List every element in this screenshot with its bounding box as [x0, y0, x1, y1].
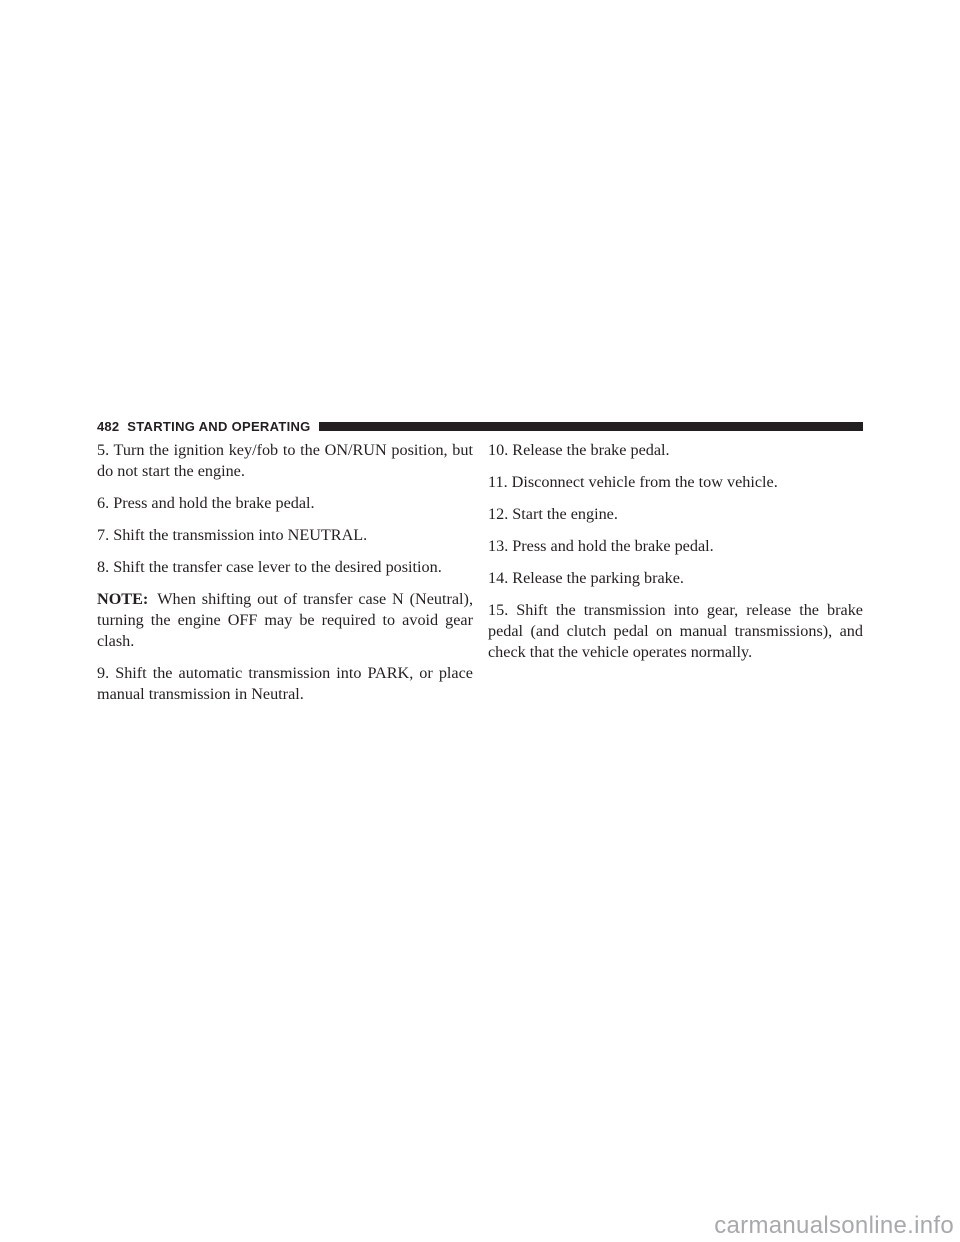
note-text: When shifting out of transfer case N (Neutral), turning the engine OFF may be required to avoid gear clash. — [97, 590, 473, 650]
step-11: 11. Disconnect vehicle from the tow vehicle. — [488, 473, 778, 491]
note-label: NOTE: — [97, 590, 149, 608]
watermark-link[interactable]: carmanualsonline.info — [714, 1212, 954, 1239]
step-12: 12. Start the engine. — [488, 505, 618, 523]
left-column — [97, 440, 473, 716]
note-paragraph — [97, 589, 473, 652]
section-title: STARTING AND OPERATING — [127, 418, 311, 434]
step-10: 10. Release the brake pedal. — [488, 441, 670, 459]
step-8: 8. Shift the transfer case lever to the desired position. — [97, 558, 442, 576]
step-7: 7. Shift the transmission into NEUTRAL. — [97, 526, 368, 544]
page-header — [97, 418, 863, 434]
right-column — [488, 440, 863, 674]
header-rule — [319, 422, 863, 431]
step-15: 15. Shift the transmission into gear, release the brake pedal (and clutch pedal on manual transmissions), and check that the vehicle operates normally. — [488, 601, 863, 661]
step-5: 5. Turn the ignition key/fob to the ON/RUN position, but do not start the engine. — [97, 441, 473, 480]
step-6: 6. Press and hold the brake pedal. — [97, 494, 315, 512]
step-9: 9. Shift the automatic transmission into PARK, or place manual transmission in Neutral. — [97, 664, 473, 703]
step-14: 14. Release the parking brake. — [488, 569, 684, 587]
page-number: 482 — [97, 418, 120, 434]
step-13: 13. Press and hold the brake pedal. — [488, 537, 714, 555]
